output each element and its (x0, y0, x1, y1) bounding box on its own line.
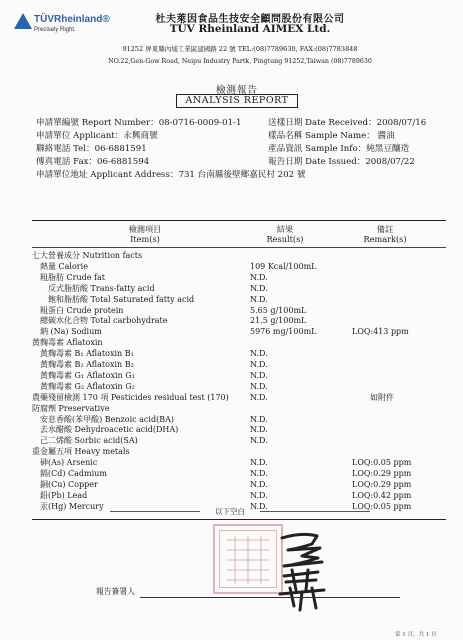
applicant-address: 申請單位地址 Applicant Address：731 台南縣後壁鄉嘉民村 202 號 (36, 170, 306, 180)
row-result: N.D. (250, 490, 268, 500)
row-item: 鈉 (Na) Sodium (40, 327, 102, 337)
report-number: 申請單編號 Report Number：08-0716-0009-01-1 (36, 118, 242, 128)
row-result: N.D. (250, 381, 268, 391)
table-row (32, 337, 446, 348)
row-remark: LOQ:0.29 ppm (352, 479, 412, 489)
row-result: N.D. (250, 283, 268, 293)
row-result: 21.5 g/100mL (250, 316, 307, 326)
table-row (32, 424, 446, 435)
row-result: N.D. (250, 425, 268, 435)
tel: 聯絡電話 Tel：06-6881591 (36, 144, 147, 154)
table-row (32, 403, 446, 414)
signature-line (140, 597, 400, 598)
date-received: 送樣日期 Date Received：2008/07/16 (268, 118, 427, 128)
row-item: 粗蛋白 Crude protein (40, 305, 124, 315)
row-item: 七大營養成分 Nutrition facts (32, 251, 143, 260)
row-result: N.D. (250, 360, 268, 369)
row-result: N.D. (250, 469, 268, 478)
row-result: N.D. (250, 294, 268, 304)
handwritten-signature (272, 530, 332, 615)
company-name-en: TÜV Rheinland AIMEX Ltd. (169, 23, 331, 35)
row-item: 黃麴毒素 G₁ Aflatoxin G₁ (40, 370, 135, 380)
row-remark: LOQ:413 ppm (352, 327, 409, 337)
table-row (32, 305, 446, 316)
end-rule-right (260, 511, 370, 512)
table-row (32, 283, 446, 294)
table-row (32, 359, 446, 370)
row-item: 總碳水化合物 Total carbohydrate (40, 316, 168, 326)
row-remark: 如附件 (370, 392, 394, 402)
row-result: 5976 mg/100mL (250, 327, 317, 337)
row-item: 己二烯酸 Sorbic acid(SA) (40, 436, 138, 446)
row-item: 鉛(Pb) Lead (40, 490, 88, 500)
row-remark: LOQ:0.05 ppm (352, 458, 412, 468)
col-remark-cn: 備註 (376, 224, 394, 234)
table-row (32, 457, 446, 468)
table-row (32, 392, 446, 403)
table-row (32, 490, 446, 501)
table-row (32, 435, 446, 446)
col-item-en: Item(s) (130, 234, 160, 244)
triangle-logo-icon (14, 13, 32, 29)
row-item: 黃麴毒素 G₂ Aflatoxin G₂ (40, 381, 135, 391)
end-mark: 以下空白 (215, 507, 245, 516)
date-issued: 報告日期 Date Issued：2008/07/22 (268, 157, 415, 167)
row-item: 砷(As) Arsenic (40, 458, 98, 468)
row-item: 熱量 Calorie (40, 261, 88, 271)
row-result: N.D. (250, 349, 268, 359)
table-row (32, 370, 446, 381)
row-result: 109 Kcal/100mL (250, 261, 317, 271)
row-item: 防腐劑 Preservative (32, 403, 110, 413)
row-result: N.D. (250, 479, 268, 489)
row-item: 安息香酸(苯甲酸) Benzoic acid(BA) (40, 414, 174, 424)
company-address-en: NO.22,Gen-Gow Road, Neipu Industry Partk, Pingtung 91252,Taiwan (08)7789630 (108, 58, 372, 65)
table-row (32, 315, 446, 326)
sample-name: 樣品名稱 Sample Name： 醬油 (268, 131, 395, 141)
table-row (32, 381, 446, 392)
report-title-cn: 檢測報告 (215, 85, 258, 96)
page-number: 第 1 頁，共 1 頁 (395, 632, 437, 638)
end-rule-left (110, 511, 200, 512)
row-item: 黃麴毒素 Aflatoxin (32, 338, 103, 348)
row-item: 粗脂肪 Crude fat (40, 272, 105, 282)
row-item: 反式脂肪酸 Trans-fatty acid (48, 283, 155, 293)
sample-info: 產品資訊 Sample Info：純黑豆釀造 (268, 144, 410, 154)
row-item: 汞(Hg) Mercury (40, 501, 104, 511)
col-remark-header (350, 224, 420, 244)
table-row (32, 326, 446, 337)
company-address-cn: 91252 屏東縣內埔工業區建國路 22 號 TEL:(08)7789630, FAX:(08)7783848 (122, 45, 358, 53)
report-title-en: ANALYSIS REPORT (176, 94, 298, 108)
fax: 傳真電話 Fax：06-6881594 (36, 157, 150, 167)
row-item: 黃麴毒素 B₂ Aflatoxin B₂ (40, 360, 134, 369)
row-result: N.D. (250, 414, 268, 424)
row-result: N.D. (250, 501, 268, 511)
row-remark: LOQ:0.29 ppm (352, 469, 412, 478)
col-result-header (250, 224, 320, 244)
row-result: N.D. (250, 370, 268, 380)
col-item-header (100, 224, 190, 244)
row-result: N.D. (250, 392, 268, 402)
table-row (32, 250, 446, 261)
table-row (32, 294, 446, 305)
logo-tagline: Precisely Right. (34, 27, 76, 33)
col-result-cn: 結果 (276, 224, 294, 234)
table-row (32, 468, 446, 479)
table-row (32, 261, 446, 272)
row-item: 去水醋酸 Dehydroacetic acid(DHA) (40, 425, 179, 435)
company-name-cn: 杜夫萊因食品生技安全顧問股份有限公司 (155, 14, 345, 25)
row-remark: LOQ:0.42 ppm (352, 490, 412, 500)
signer-label: 報告簽署人 (96, 587, 135, 596)
row-item: 鎘(Cd) Cadmium (40, 469, 107, 478)
table-row (32, 414, 446, 425)
table-row (32, 272, 446, 283)
row-item: 重金屬五項 Heavy metals (32, 447, 130, 457)
col-result-en: Result(s) (266, 234, 304, 244)
header-divider (32, 247, 446, 248)
row-result: N.D. (250, 436, 268, 446)
col-remark-en: Remark(s) (363, 234, 407, 244)
row-item: 農藥殘留檢測 170 項 Pesticides residual test (170) (32, 392, 229, 402)
applicant: 申請單位 Applicant：永興商號 (36, 131, 158, 141)
row-result: N.D. (250, 272, 268, 282)
row-item: 飽和脂肪酸 Total Saturated fatty acid (48, 294, 195, 304)
row-result: 5.65 g/100mL (250, 305, 307, 315)
row-result: N.D. (250, 458, 268, 468)
logo-brand: TÜVRheinland® (34, 14, 110, 25)
table-row (32, 446, 446, 457)
row-item: 黃麴毒素 B₁ Aflatoxin B₁ (40, 349, 134, 359)
table-row (32, 479, 446, 490)
row-remark: LOQ:0.05 ppm (352, 501, 412, 511)
row-item: 銅(Cu) Copper (40, 479, 98, 489)
table-row (32, 348, 446, 359)
col-item-cn: 檢測項目 (128, 224, 162, 234)
